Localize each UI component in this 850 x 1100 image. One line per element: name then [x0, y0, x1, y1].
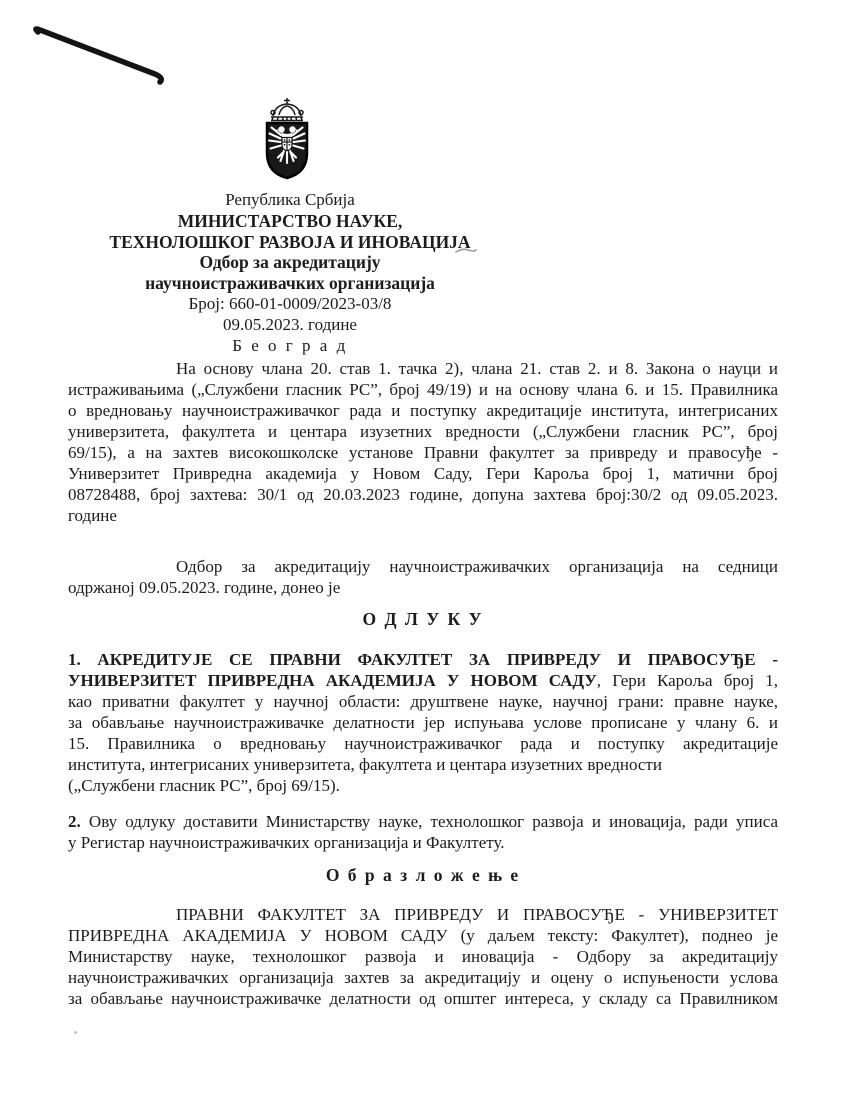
text-line — [68, 691, 778, 712]
text-line — [68, 775, 778, 796]
text-segment: универзитета, факултета и центара изузетних вредности („Службени гласник РС”, број — [68, 422, 778, 441]
text-line — [68, 967, 778, 988]
text-line — [68, 712, 778, 733]
text-line — [68, 946, 778, 967]
text-segment: у Регистар научноистраживачких организација и Факултету. — [68, 833, 505, 852]
paragraph-session — [68, 556, 778, 598]
text-segment: 15. Правилника о вредновању научноистраживачког рада и поступку акредитације — [68, 734, 778, 753]
text-line — [68, 988, 778, 1009]
paragraph-legal-basis — [68, 358, 778, 526]
text-line — [68, 379, 778, 400]
text-line — [68, 904, 778, 925]
text-segment: научноистраживачких организација захтев за акредитацију и оцену о испуњености услова — [68, 968, 778, 987]
text-line — [68, 577, 778, 598]
paragraph-rationale-intro — [68, 904, 778, 1009]
bold-text-segment: 1. АКРЕДИТУЈЕ СЕ ПРАВНИ ФАКУЛТЕТ ЗА ПРИВРЕДУ И ПРАВОСУЂЕ - — [68, 650, 778, 669]
text-segment: („Службени гласник РС”, број 69/15). — [68, 776, 340, 795]
text-segment: за обављање научноистраживачке делатности јер испуњава услове прописане у члану 6. и — [68, 713, 778, 732]
text-segment: одржаној 09.05.2023. године, донео је — [68, 578, 341, 597]
text-segment: , Гери Кароља број 1, — [596, 671, 778, 690]
text-line — [68, 442, 778, 463]
text-segment: 69/15), а на захтев високошколске установе Правни факултет за привреду и правосуђе - — [68, 443, 778, 462]
text-line — [68, 421, 778, 442]
text-segment: године — [68, 506, 117, 525]
bold-text-segment: 2. — [68, 812, 81, 831]
serbia-coat-of-arms-icon — [234, 96, 340, 188]
bold-text-segment: УНИВЕРЗИТЕТ ПРИВРЕДНА АКАДЕМИЈА У НОВОМ САДУ — [68, 671, 597, 690]
paragraph-item-2 — [68, 811, 778, 853]
text-line — [68, 811, 778, 832]
letterhead-case-number: Број: 660-01-0009/2023-03/8 — [188, 293, 392, 313]
pen-stroke-mark — [28, 22, 178, 92]
letterhead-city: Б е о г р а д — [232, 335, 348, 355]
text-line — [68, 400, 778, 421]
text-segment: о вредновању научноистраживачког рада и поступку акредитације института, интегрисаних — [68, 401, 778, 420]
text-line — [68, 484, 778, 505]
dust-speck — [74, 1031, 77, 1034]
text-line — [68, 754, 778, 775]
text-segment: Министарству науке, технолошког развоја и иновација - Одбору за акредитацију — [68, 947, 778, 966]
text-segment: за обављање научноистраживачке делатности од општег интереса, у складу са Правилником — [68, 989, 778, 1008]
letterhead-country: Република Србија — [225, 190, 355, 209]
text-line — [68, 463, 778, 484]
text-segment: Ову одлуку доставити Министарству науке, технолошког развоја и иновација, ради уписа — [80, 812, 778, 831]
text-line — [68, 649, 778, 670]
text-segment: истраживањима („Службени гласник РС”, број 49/19) и на основу члана 6. и 15. Правилника — [68, 380, 778, 399]
letterhead-ministry-line-2: ТЕХНОЛОШКОГ РАЗВОЈА И ИНОВАЦИЈА — [109, 231, 471, 252]
paragraph-item-1 — [68, 649, 778, 796]
text-segment: 08728488, број захтева: 30/1 од 20.03.2023 године, допуна захтева број:30/2 од 09.05.2023. — [68, 485, 778, 504]
text-line — [68, 925, 778, 946]
text-line — [68, 670, 778, 691]
letterhead — [70, 190, 510, 356]
text-segment: Универзитет Привредна академија у Новом Саду, Гери Кароља број 1, матични број — [68, 464, 778, 483]
text-segment: На основу члана 20. став 1. тачка 2), члана 21. став 2. и 8. Закона о науци и — [176, 359, 778, 378]
text-line — [68, 358, 778, 379]
heading-rationale: О б р а з л о ж е њ е — [325, 865, 521, 885]
text-segment: као приватни факултет у научној области: друштвене науке, научној грани: правне науке, — [68, 692, 778, 711]
letterhead-committee-line-1: Одбор за акредитацију — [199, 252, 381, 273]
letterhead-ministry-line-1: МИНИСТАРСТВО НАУКЕ, — [177, 210, 403, 231]
letterhead-date: 09.05.2023. године — [223, 314, 357, 334]
text-segment: Одбор за акредитацију научноистраживачких организација на седници — [176, 557, 778, 576]
text-line — [68, 505, 778, 526]
text-line — [68, 733, 778, 754]
heading-decision: О Д Л У К У — [362, 609, 484, 629]
text-line — [68, 832, 778, 853]
text-segment: ПРИВРЕДНА АКАДЕМИЈА У НОВОМ САДУ (у даљем тексту: Факултет), поднео је — [68, 926, 778, 945]
document-body — [68, 358, 778, 1009]
text-line — [68, 556, 778, 577]
letterhead-committee-line-2: научноистраживачких организација — [145, 273, 435, 294]
text-segment: института, интегрисаних универзитета, факултета и центара изузетних вредности — [68, 755, 662, 774]
text-segment: ПРАВНИ ФАКУЛТЕТ ЗА ПРИВРЕДУ И ПРАВОСУЂЕ - УНИВЕРЗИТЕТ — [176, 905, 778, 924]
